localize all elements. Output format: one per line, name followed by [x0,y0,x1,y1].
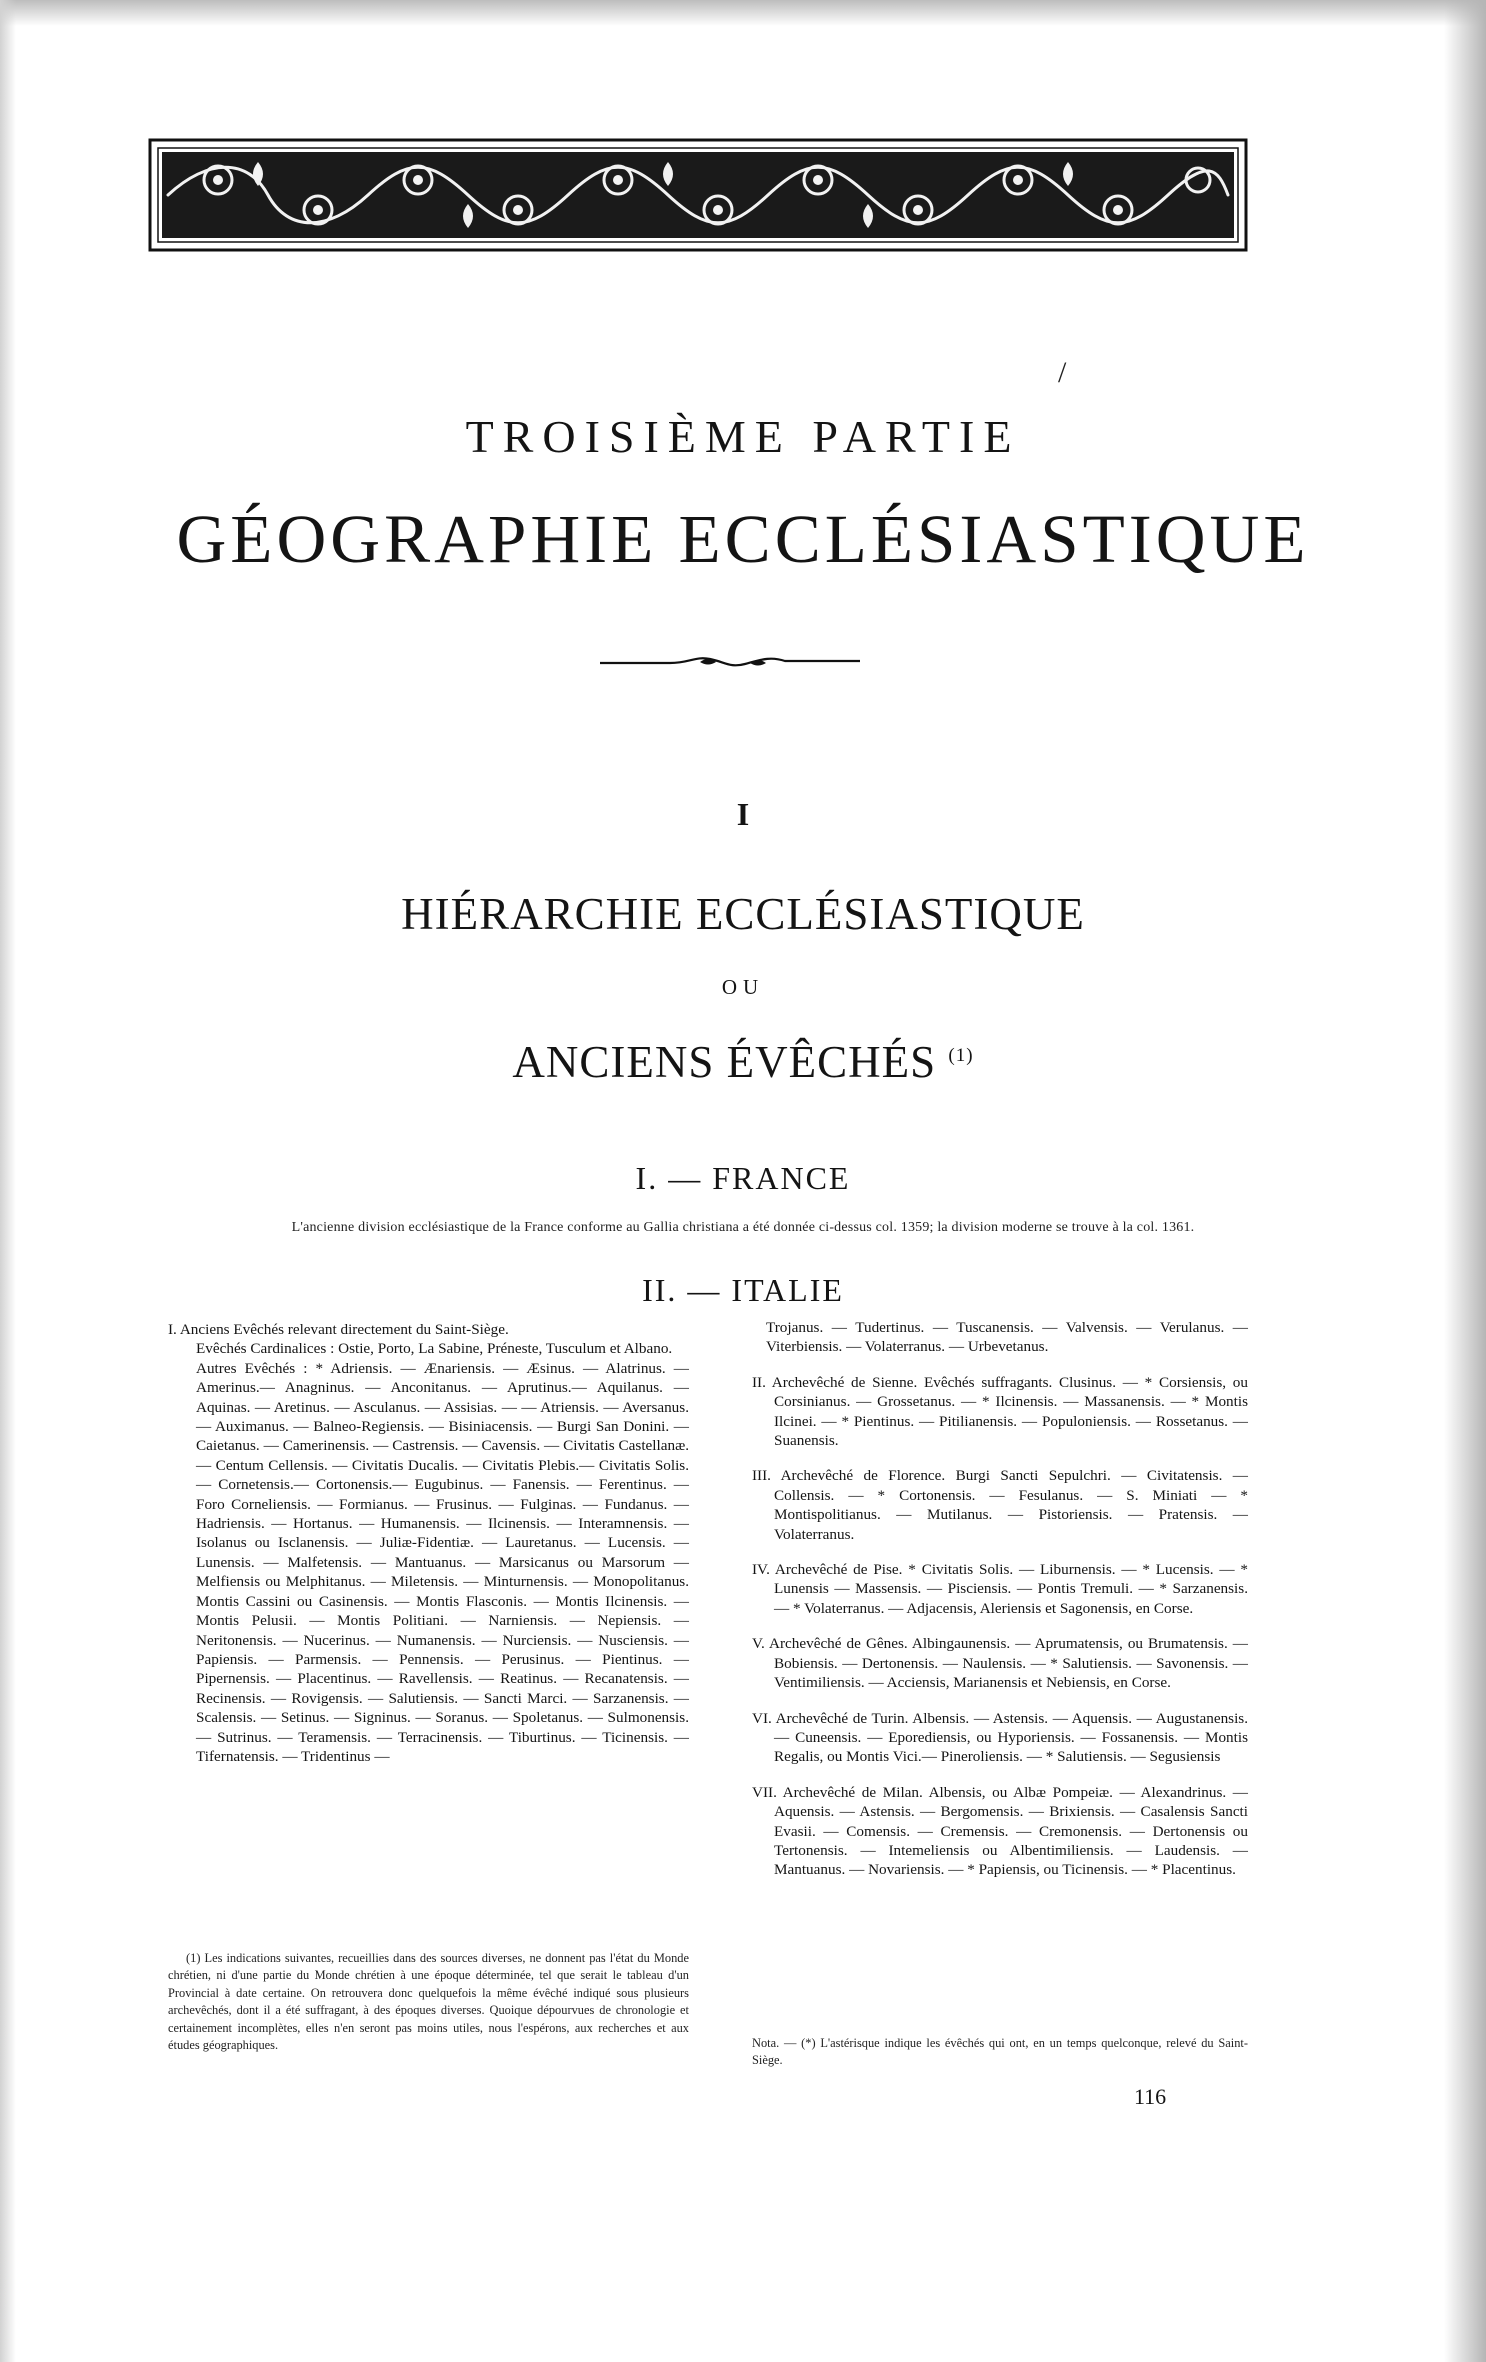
part-label: TROISIÈME PARTIE [465,411,1021,462]
france-heading: I. — FRANCE [635,1160,851,1196]
section-subtitle [0,1036,1486,1088]
entry-cardinal-sees: Evêchés Cardinalices : Ostie, Porto, La Sabine, Préneste, Tusculum et Albano. [196,1340,673,1358]
right-column [752,1318,1248,1896]
flourish-divider-icon [600,650,860,674]
section-number: I [736,796,750,832]
section-connector: OU [721,975,765,999]
entry-archdiocese-sienne: II. Archevêché de Sienne. Evêchés suffragants. Clusinus. — * Corsiensis, ou Corsinianus. — Grossetanus. — * Ilcinensis. — Massanensis. — * Montis Ilcinei. — * Pientinus. — Pitilianensis. — Populoniensis. — Rossetanus. — Suanensis. [752,1373,1248,1450]
entry-archdiocese-genes: V. Archevêché de Gênes. Albingaunensis. — Aprumatensis, ou Brumatensis. — Bobiensis. — Dertonensis. — Naulensis. — * Salutiensis. — Savonensis. — Ventimiliensis. — Acciensis, Marianensis et Nebiensis, en Corse. [752,1635,1248,1692]
page-title: GÉOGRAPHIE ECCLÉSIASTIQUE [176,501,1310,577]
footnote-reference: (1) [948,1045,974,1066]
entry-archdiocese-pise: IV. Archevêché de Pise. * Civitatis Solis. — Liburnensis. — * Lucensis. — * Lunensis — Massensis. — Pisciensis. — Pontis Tremuli. — * Sarzanensis. — * Volaterranus. — Adjacensis, Aleriensis et Sagonensis, en Corse. [752,1561,1248,1617]
entry-saint-siege-head: I. Anciens Evêchés relevant directement du Saint-Siège. [168,1321,509,1338]
italie-heading: II. — ITALIE [642,1272,844,1308]
entry-archdiocese-turin: VI. Archevêché de Turin. Albensis. — Astensis. — Aquensis. — Augustanensis. — Cuneensis. — Eporediensis, ou Hyporiensis. — Fossanensis. — Montis Regalis, ou Montis Vici.— Pineroliensis. — * Salutiensis. — Segusiensis [752,1709,1248,1766]
scan-edge-top [0,0,1486,26]
ornament-banner-icon [148,138,1248,252]
entry-continuation: Trojanus. — Tudertinus. — Tuscanensis. — Valvensis. — Verulanus. — Viterbiensis. — Volaterranus. — Urbevetanus. [766,1319,1248,1356]
france-note: L'ancienne division ecclésiastique de la France conforme au Gallia christiana a été donnée ci-dessus col. 1359; la division moderne se trouve à la col. 1361. [291,1220,1195,1235]
section-subtitle-text: ANCIENS ÉVÊCHÉS [512,1037,937,1087]
entry-other-sees: Autres Evêchés : * Adriensis. — Ænariensis. — Æsinus. — Alatrinus. — Amerinus.— Anagninus. — Anconitanus. — Aprutinus.— Aquilanus. — Aquinas. — Aretinus. — Asculanus. — Assisias. — — Atriensis. — Aversanus. — Auximanus. — Balneo-Regiensis. — Bisiniacensis. — Burgi San Donini. — Caietanus. — Camerinensis. — Castrensis. — Cavensis. — Civitatis Castellanæ. — Centum Cellensis. — Civitatis Ducalis. — Civitatis Plebis.— Civitatis Solis.— Cornetensis.— Cortonensis.— Eugubinus. — Fanensis. — Ferentinus. — Foro Corneliensis. — Formianus. — Frusinus. — Fulginas. — Fundanus. — Hadriensis. — Hortanus. — Humanensis. — Ilcinensis. — Interamnensis. — Isolanus ou Isclanensis. — Juliæ-Fidentiæ. — Lauretanus. — Lucensis. — Lunensis. — Malfetensis. — Mantuanus. — Marsicanus ou Marsorum — Melfiensis ou Melphitanus. — Miletensis. — Minturnensis. — Monopolitanus. Montis Cassini ou Casinensis. — Montis Flasconis. — Montis Ilcinensis. — Montis Pelusii. — Montis Politiani. — Narniensis. — Nepiensis. — Neritonensis. — Nucerinus. — Numanensis. — Nurciensis. — Nusciensis. — Papiensis. — Parmensis. — Pennensis. — Perusinus. — Pientinus. — Pipernensis. — Placentinus. — Ravellensis. — Reatinus. — Recanatensis. — Recinensis. — Rovigensis. — Salutiensis. — Sancti Marci. — Sarzanensis. — Scalensis. — Setinus. — Signinus. — Soranus. — Spoletanus. — Sulmonensis. — Sutrinus. — Teramensis. — Terracinensis. — Tiburtinus. — Ticinensis. — Tifernatensis. — Tridentinus — [196,1359,689,1765]
footnote-text: (1) Les indications suivantes, recueillies dans des sources diverses, ne donnent pas l'état du Monde chrétien, ni d'une partie du Monde chrétien à une époque déterminée, tel que serait le tableau d'un Provincial à date certaine. On retrouvera donc quelquefois la même évêché indiqué sous plusieurs archevêchés, dont il a été suffragant, à des époques diverses. Quoique dépourvues de chronologie et certainement incomplètes, elles n'en seront pas moins utiles, nous l'espérons, aux recherches et aux études géographiques. [168,1951,689,2053]
footnote [168,1950,689,2054]
nota-note: Nota. — (*) L'astérisque indique les évêchés qui ont, en un temps quelconque, relevé du Saint-Siège. [752,2036,1248,2068]
entry-archdiocese-milan: VII. Archevêché de Milan. Albensis, ou Albæ Pompeiæ. — Alexandrinus. — Aquensis. — Astensis. — Bergomensis. — Brixiensis. — Casalensis Sancti Evasii. — Comensis. — Cremensis. — Cremonensis. — Dertonensis ou Tertonensis. — Intemeliensis ou Albentimiliensis. — Laudensis. — Mantuanus. — Novariensis. — * Papiensis, ou Ticinensis. — * Placentinus. [752,1783,1248,1879]
stray-mark: / [1058,356,1067,389]
entry-archdiocese-florence: III. Archevêché de Florence. Burgi Sancti Sepulchri. — Civitatensis. — Collensis. — * Cortonensis. — Fesulanus. — S. Miniati — * Montispolitianus. — Mutilanus. — Pistoriensis. — Pratensis. — Volaterranus. [752,1467,1248,1543]
left-column [168,1320,689,1766]
page-number: 116 [1134,2084,1167,2109]
section-title: HIÉRARCHIE ECCLÉSIASTIQUE [401,889,1085,939]
